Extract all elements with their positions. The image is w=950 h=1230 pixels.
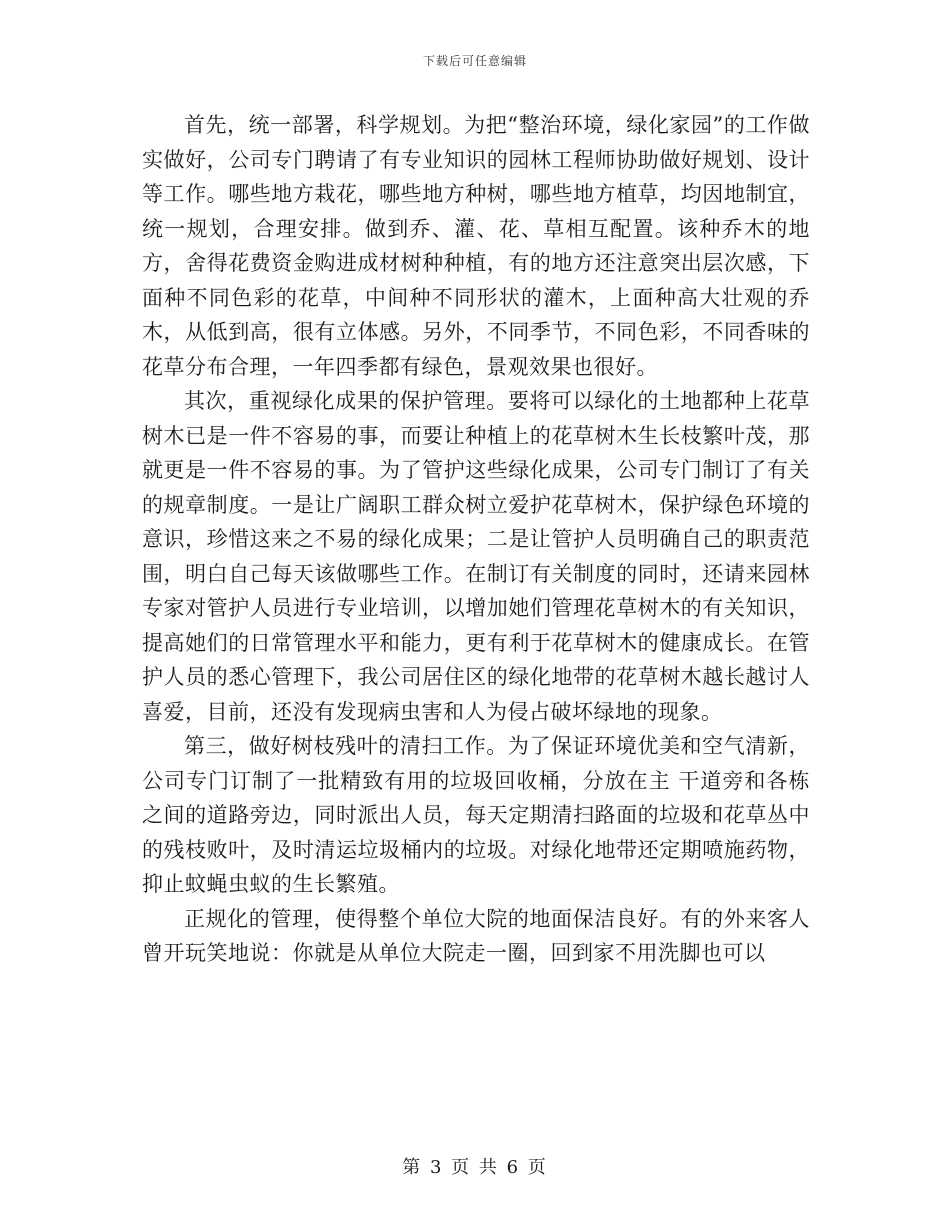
- page-number: 第 3 页 共 6 页: [402, 1157, 548, 1178]
- page-header: 下载后可任意编辑: [422, 54, 527, 68]
- paragraph-2: 其次，重视绿化成果的保护管理。要将可以绿化的土地都种上花草树木已是一件不容易的事，而要让种植上的花草树木生长枝繁叶茂，那就更是一件不容易的事。为了管护这些绿化成果，公司专门制订了有关的规章制度。一是让广阔职工群众树立爱护花草树木，保护绿色环境的意识，珍惜这来之不易的绿化成果；二是让管护人员明确自己的职责范围，明白自己每天该做哪些工作。在制订有关制度的同时，还请来园林专家对管护人员进行专业培训，以增加她们管理花草树木的有关知识，提高她们的日常管理水平和能力，更有利于花草树木的健康成长。在管护人员的悉心管理下，我公司居住区的绿化地带的花草树木越长越讨人喜爱，目前，还没有发现病虫害和人为侵占破坏绿地的现象。: [142, 389, 810, 724]
- paragraph-1: 首先，统一部署，科学规划。为把“整治环境，绿化家园”的工作做实做好，公司专门聘请了有专业知识的园林工程师协助做好规划、设计等工作。哪些地方栽花，哪些地方种树，哪些地方植草，均因地制宜，统一规划，合理安排。做到乔、灌、花、草相互配置。该种乔木的地方，舍得花费资金购进成材树种种植，有的地方还注意突出层次感，下面种不同色彩的花草，中间种不同形状的灌木，上面种高大壮观的乔木，从低到高，很有立体感。另外，不同季节，不同色彩，不同香味的花草分布合理，一年四季都有绿色，景观效果也很好。: [142, 113, 810, 379]
- paragraph-3: 第三，做好树枝残叶的清扫工作。为了保证环境优美和空气清新，公司专门订制了一批精致有用的垃圾回收桶，分放在主 干道旁和各栋之间的道路旁边，同时派出人员，每天定期清扫路面的垃圾和花草丛中的残枝败叶，及时清运垃圾桶内的垃圾。对绿化地带还定期喷施药物，抑止蚊蝇虫蚁的生长繁殖。: [142, 734, 810, 896]
- document-body: [142, 108, 810, 971]
- paragraph-4: 正规化的管理，使得整个单位大院的地面保洁良好。有的外来客人曾开玩笑地说：你就是从单位大院走一圈，回到家不用洗脚也可以: [142, 906, 810, 965]
